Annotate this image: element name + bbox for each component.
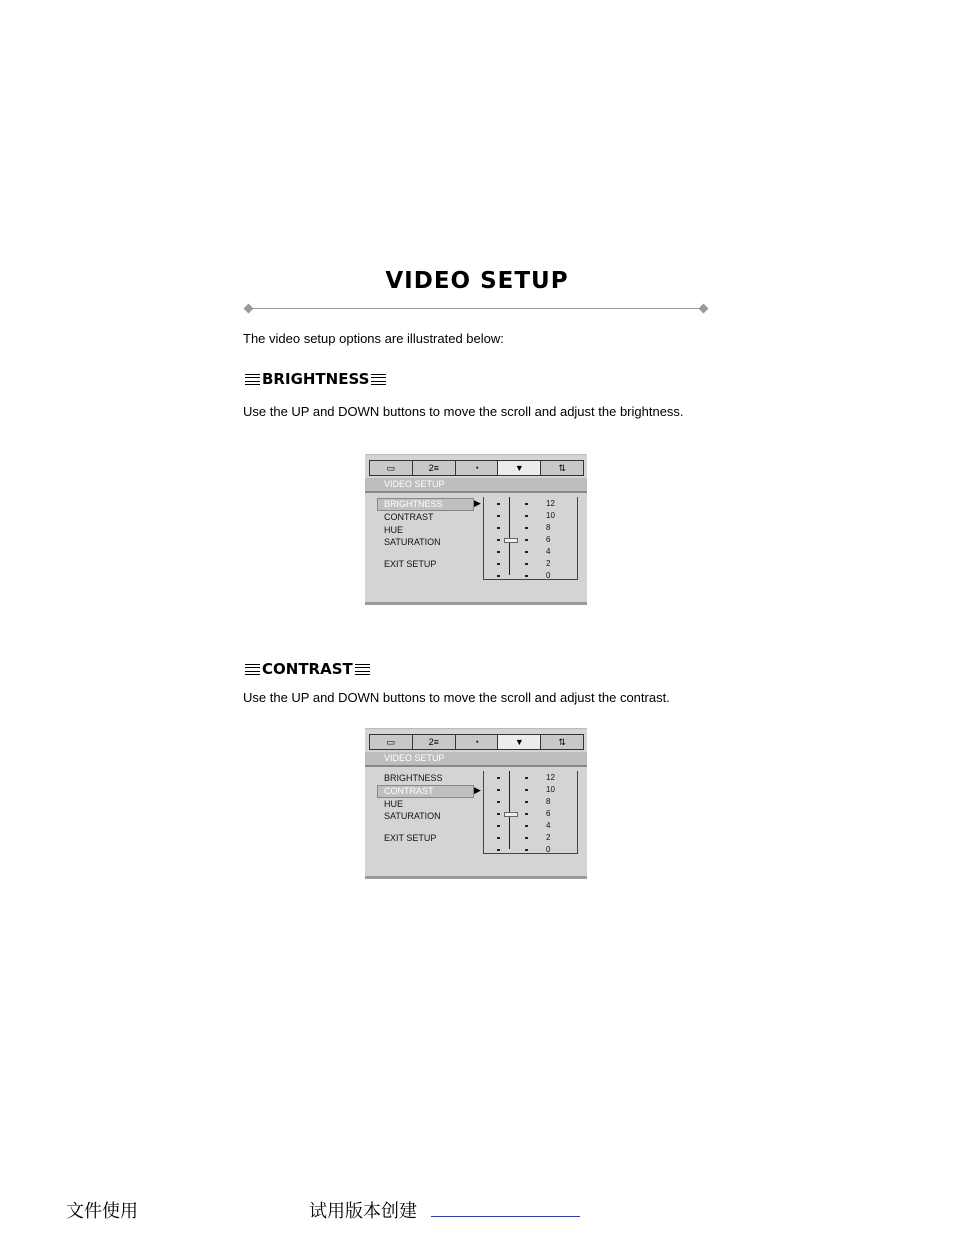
preference-icon: ⇅ xyxy=(558,736,566,747)
osd-bottom-border xyxy=(365,602,587,605)
title-divider xyxy=(248,308,704,309)
contrast-heading xyxy=(243,660,372,678)
scale-label: 2 xyxy=(546,559,551,568)
brightness-heading xyxy=(243,370,388,388)
scale-label: 0 xyxy=(546,845,551,854)
osd-tab[interactable] xyxy=(541,735,583,749)
scale-tick xyxy=(497,551,500,553)
scale-tick xyxy=(497,789,500,791)
scale-tick xyxy=(497,503,500,505)
scale-label: 8 xyxy=(546,797,551,806)
video-icon: ▼ xyxy=(514,736,524,747)
osd-header-title: VIDEO SETUP xyxy=(384,479,445,489)
osd-tab[interactable] xyxy=(541,461,583,475)
osd-tab[interactable] xyxy=(370,735,413,749)
monitor-icon: ▭ xyxy=(386,462,396,473)
scale-label: 4 xyxy=(546,547,551,556)
osd-level-scale xyxy=(483,497,578,580)
osd-level-scale xyxy=(483,771,578,854)
heading-bars-icon xyxy=(245,664,260,675)
scale-tick xyxy=(525,575,528,577)
scale-tick xyxy=(525,777,528,779)
scale-slider-knob[interactable] xyxy=(504,538,518,543)
scale-tick xyxy=(497,837,500,839)
scale-label: 2 xyxy=(546,833,551,842)
osd-bottom-border xyxy=(365,876,587,879)
heading-bars-icon xyxy=(245,374,260,385)
intro-text: The video setup options are illustrated below: xyxy=(243,331,504,346)
scale-tick xyxy=(497,849,500,851)
scale-tick xyxy=(525,527,528,529)
osd-tab[interactable] xyxy=(456,461,499,475)
preference-icon: ⇅ xyxy=(558,462,566,473)
osd-menu-item[interactable]: EXIT SETUP xyxy=(384,833,437,843)
language-icon: 2≡ xyxy=(428,462,439,473)
scale-tick xyxy=(497,813,500,815)
osd-contrast-panel xyxy=(365,728,587,877)
osd-brightness-panel xyxy=(365,454,587,603)
osd-tab-bar xyxy=(369,734,584,750)
osd-menu-item[interactable]: SATURATION xyxy=(384,811,441,821)
footer-underline xyxy=(431,1216,580,1217)
scale-slider-knob[interactable] xyxy=(504,812,518,817)
scale-track xyxy=(509,771,510,849)
osd-header xyxy=(365,752,587,767)
scale-label: 0 xyxy=(546,571,551,580)
scale-label: 10 xyxy=(546,511,555,520)
footer-left-text: 文件使用 xyxy=(66,1201,138,1222)
scale-label: 6 xyxy=(546,535,551,544)
scale-tick xyxy=(497,777,500,779)
footer-right-text: 试用版本创建 xyxy=(309,1201,417,1222)
scale-label: 6 xyxy=(546,809,551,818)
osd-menu-item[interactable]: CONTRAST xyxy=(384,512,434,522)
osd-menu-item[interactable]: HUE xyxy=(384,799,404,809)
scale-label: 12 xyxy=(546,773,555,782)
scale-label: 10 xyxy=(546,785,555,794)
scale-tick xyxy=(497,527,500,529)
scale-label: 8 xyxy=(546,523,551,532)
osd-menu-item[interactable]: CONTRAST xyxy=(384,786,434,796)
scale-label: 4 xyxy=(546,821,551,830)
video-icon: ▼ xyxy=(514,462,524,473)
osd-tab[interactable] xyxy=(413,735,456,749)
contrast-heading-label: CONTRAST xyxy=(262,660,353,678)
osd-tab[interactable] xyxy=(498,735,541,749)
scale-tick xyxy=(497,825,500,827)
language-icon: 2≡ xyxy=(428,736,439,747)
selection-arrow-icon: ▶ xyxy=(474,498,481,508)
osd-menu-item[interactable]: HUE xyxy=(384,525,404,535)
scale-label: 12 xyxy=(546,499,555,508)
scale-tick xyxy=(525,837,528,839)
osd-tab[interactable] xyxy=(456,735,499,749)
selection-arrow-icon: ▶ xyxy=(474,785,481,795)
scale-tick xyxy=(497,563,500,565)
osd-menu-item[interactable]: BRIGHTNESS xyxy=(384,773,443,783)
osd-menu-item[interactable]: BRIGHTNESS xyxy=(384,499,443,509)
audio-icon: ◔ xyxy=(473,736,480,747)
osd-tab[interactable] xyxy=(498,461,541,475)
heading-bars-icon xyxy=(355,664,370,675)
osd-menu-item[interactable]: EXIT SETUP xyxy=(384,559,437,569)
osd-tab[interactable] xyxy=(370,461,413,475)
brightness-heading-label: BRIGHTNESS xyxy=(262,370,370,388)
scale-tick xyxy=(525,813,528,815)
scale-tick xyxy=(497,575,500,577)
rule-right-diamond xyxy=(699,304,709,314)
osd-header-title: VIDEO SETUP xyxy=(384,753,445,763)
osd-menu-item[interactable]: SATURATION xyxy=(384,537,441,547)
monitor-icon: ▭ xyxy=(386,736,396,747)
scale-tick xyxy=(525,551,528,553)
osd-header xyxy=(365,478,587,493)
scale-tick xyxy=(525,563,528,565)
page-title: VIDEO SETUP xyxy=(385,268,569,294)
audio-icon: ◔ xyxy=(473,462,480,473)
scale-tick xyxy=(525,515,528,517)
scale-tick xyxy=(525,801,528,803)
scale-tick xyxy=(497,515,500,517)
scale-tick xyxy=(525,503,528,505)
scale-tick xyxy=(525,789,528,791)
heading-bars-icon xyxy=(371,374,386,385)
scale-tick xyxy=(525,539,528,541)
scale-tick xyxy=(525,825,528,827)
osd-tab[interactable] xyxy=(413,461,456,475)
brightness-text: Use the UP and DOWN buttons to move the scroll and adjust the brightness. xyxy=(243,404,684,419)
contrast-text: Use the UP and DOWN buttons to move the scroll and adjust the contrast. xyxy=(243,690,670,705)
scale-track xyxy=(509,497,510,575)
scale-tick xyxy=(525,849,528,851)
scale-tick xyxy=(497,539,500,541)
osd-tab-bar xyxy=(369,460,584,476)
scale-tick xyxy=(497,801,500,803)
